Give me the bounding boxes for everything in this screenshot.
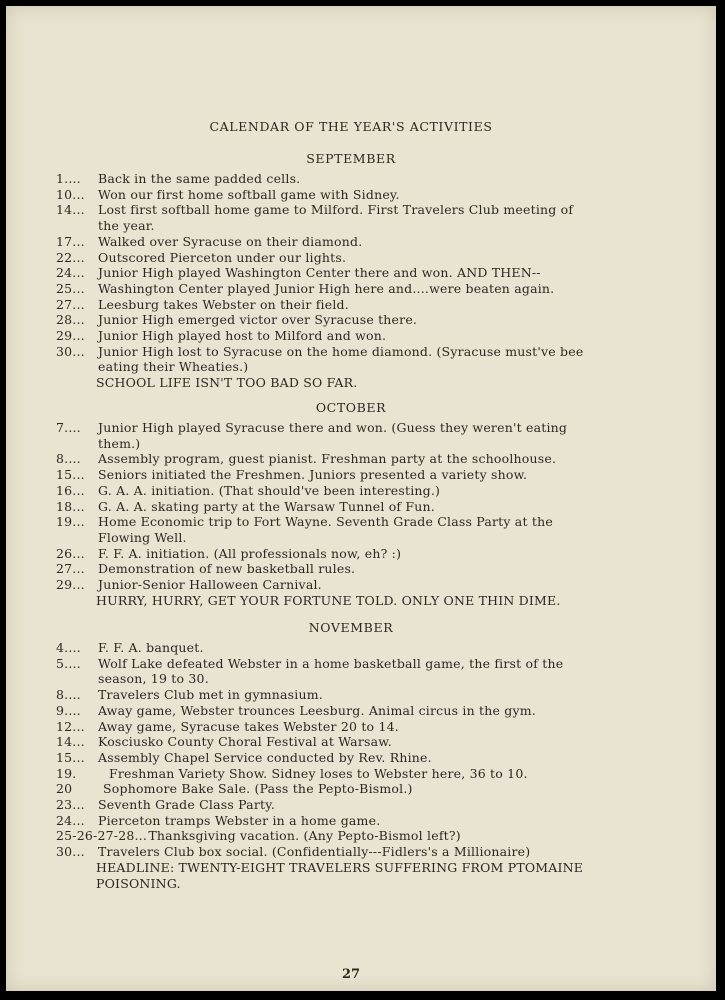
entry-line: Pierceton tramps Webster in a home game.	[98, 812, 381, 828]
entry-date: 9....	[56, 702, 81, 718]
entry-text	[98, 328, 386, 344]
entry-date: 8....	[56, 451, 81, 467]
entry-line: Away game, Webster trounces Leesburg. Animal circus in the gym.	[98, 702, 536, 718]
entry-date: 17...	[56, 233, 85, 249]
entry-date: 28...	[56, 312, 85, 328]
entry-line: Home Economic trip to Fort Wayne. Seventh Grade Class Party at the	[98, 514, 553, 530]
entry-text	[98, 187, 400, 203]
entry-line: Junior High played Syracuse there and won. (Guess they weren't eating	[98, 420, 568, 435]
entry-date: 14...	[56, 734, 85, 750]
entry-date: 16...	[56, 482, 85, 498]
entry-line: POISONING.	[96, 875, 181, 891]
entry-text	[98, 640, 204, 656]
entry-line: HEADLINE: TWENTY-EIGHT TRAVELERS SUFFERING FROM PTOMAINE	[96, 859, 584, 875]
entry-line: SCHOOL LIFE ISN'T TOO BAD SO FAR.	[96, 375, 358, 391]
entry-date: 15...	[56, 467, 85, 483]
entry-text	[98, 451, 556, 467]
entry-text	[98, 499, 435, 515]
entry-line: Back in the same padded cells.	[98, 171, 301, 186]
entry-line: Lost first softball home game to Milford. First Travelers Club meeting of	[98, 202, 574, 218]
entry-text	[98, 281, 554, 297]
entry-line: Flowing Well.	[98, 529, 187, 545]
entry-line: Leesburg takes Webster on their field.	[98, 296, 349, 312]
entry-text	[98, 719, 399, 735]
entry-date: 25-26-27-28...	[56, 828, 148, 844]
entry-line: Junior High played Washington Center there and won. AND THEN--	[98, 265, 541, 281]
entry-date: 8....	[56, 687, 81, 703]
entry-date: 10...	[56, 186, 85, 202]
entry-line: Sophomore Bake Sale. (Pass the Pepto-Bismol.)	[103, 781, 413, 797]
entry-text	[98, 703, 536, 719]
entry-text	[98, 797, 275, 813]
entry-text	[98, 514, 553, 545]
entry-line: Junior High lost to Syracuse on the home diamond. (Syracuse must've bee	[98, 343, 584, 359]
entry-text	[98, 467, 527, 483]
entry-line: F. F. A. initiation. (All professionals now, eh? :)	[98, 545, 402, 561]
entry-date: 24...	[56, 265, 85, 281]
entry-date: 22...	[56, 249, 85, 265]
entry-date: 30...	[56, 343, 85, 359]
entry-text	[98, 546, 401, 562]
month-heading: SEPTEMBER	[306, 151, 396, 166]
entry-line: eating their Wheaties.)	[98, 359, 249, 375]
entry-date: 20	[56, 781, 73, 797]
document-page	[6, 6, 716, 991]
entry-date: 27...	[56, 296, 85, 312]
entry-date: 24...	[56, 812, 85, 828]
entry-line: G. A. A. skating party at the Warsaw Tunnel of Fun.	[98, 498, 435, 514]
entry-line: Seventh Grade Class Party.	[98, 797, 275, 812]
entry-date: 19...	[56, 514, 85, 530]
entry-line: Kosciusko County Choral Festival at Warsaw.	[98, 734, 392, 750]
entry-text	[98, 420, 567, 451]
entry-date: 18...	[56, 498, 85, 514]
entry-line: them.)	[98, 435, 141, 451]
entry-line: Outscored Pierceton under our lights.	[98, 249, 347, 265]
entry-date: 14...	[56, 202, 85, 218]
entry-date: 19.	[56, 765, 77, 781]
entry-date: 5....	[56, 655, 81, 671]
entry-line: Junior-Senior Halloween Carnival.	[98, 577, 322, 592]
entry-date: 26...	[56, 545, 85, 561]
entry-text	[98, 234, 362, 250]
page-number: 27	[341, 967, 361, 982]
entry-line: F. F. A. banquet.	[98, 640, 204, 655]
entry-date: 29...	[56, 328, 85, 343]
entry-line: Travelers Club box social. (Confidentially---Fidlers's a Millionaire)	[98, 844, 531, 860]
entry-line: Washington Center played Junior High here and....were beaten again.	[98, 280, 555, 296]
entry-line: Travelers Club met in gymnasium.	[98, 687, 323, 703]
entry-text	[96, 593, 561, 609]
entry-line: Junior High emerged victor over Syracuse there.	[98, 312, 418, 328]
entry-text	[98, 265, 541, 281]
entry-date: 12...	[56, 718, 85, 734]
entry-text	[98, 171, 300, 187]
entry-line: Assembly Chapel Service conducted by Rev. Rhine.	[98, 749, 432, 765]
entry-text	[96, 375, 357, 391]
entry-text	[98, 312, 417, 328]
entry-line: season, 19 to 30.	[98, 671, 209, 687]
entry-text	[98, 656, 563, 687]
entry-line: Junior High played host to Milford and won.	[98, 328, 387, 343]
entry-text	[98, 750, 432, 766]
month-heading: NOVEMBER	[308, 620, 394, 635]
entry-line: Thanksgiving vacation. (Any Pepto-Bismol left?)	[148, 828, 461, 844]
entry-date: 15...	[56, 749, 85, 765]
entry-text	[98, 297, 349, 313]
entry-text	[98, 250, 346, 266]
entry-line: G. A. A. initiation. (That should've been interesting.)	[98, 482, 441, 498]
entry-line: Assembly program, guest pianist. Freshman party at the schoolhouse.	[98, 451, 557, 467]
entry-line: the year.	[98, 218, 155, 234]
entry-text	[98, 561, 355, 577]
entry-text	[96, 860, 583, 891]
entry-line: Walked over Syracuse on their diamond.	[98, 233, 363, 249]
entry-text	[98, 813, 380, 829]
entry-text	[98, 734, 392, 750]
entry-date: 27...	[56, 561, 85, 577]
entry-text	[109, 766, 528, 782]
entry-text	[98, 844, 530, 860]
entry-line: HURRY, HURRY, GET YOUR FORTUNE TOLD. ONLY ONE THIN DIME.	[96, 592, 561, 608]
entry-text	[98, 577, 322, 593]
entry-line: Won our first home softball game with Sidney.	[98, 186, 400, 202]
entry-line: Away game, Syracuse takes Webster 20 to 14.	[98, 718, 399, 734]
entry-text	[98, 202, 573, 233]
entry-date: 25...	[56, 280, 85, 296]
entry-date: 23...	[56, 797, 85, 812]
entry-text	[98, 344, 583, 375]
month-heading: OCTOBER	[315, 400, 387, 415]
entry-line: Demonstration of new basketball rules.	[98, 561, 356, 577]
page-title: CALENDAR OF THE YEAR'S ACTIVITIES	[209, 119, 493, 134]
entry-date: 4....	[56, 640, 81, 655]
entry-date: 30...	[56, 844, 85, 860]
entry-date: 7....	[56, 420, 81, 435]
entry-text	[98, 687, 323, 703]
entry-line: Wolf Lake defeated Webster in a home basketball game, the first of the	[98, 655, 564, 671]
entry-line: Freshman Variety Show. Sidney loses to Webster here, 36 to 10.	[109, 765, 528, 781]
entry-line: Seniors initiated the Freshmen. Juniors presented a variety show.	[98, 467, 528, 483]
entry-date: 29...	[56, 577, 85, 592]
entry-text	[148, 828, 460, 844]
entry-text	[98, 483, 440, 499]
entry-date: 1....	[56, 171, 81, 186]
entry-text	[103, 781, 413, 797]
